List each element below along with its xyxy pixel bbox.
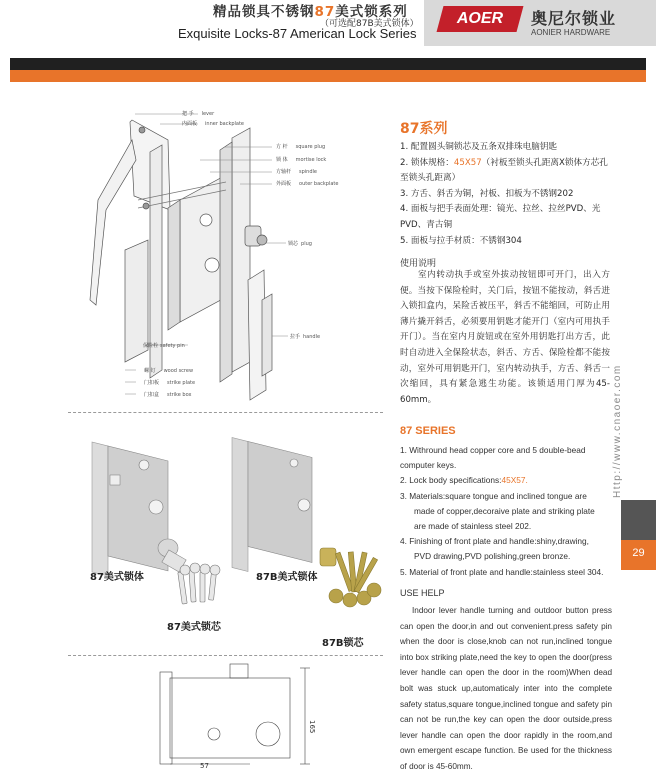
caption-core-87: 87美式锁芯 [167, 622, 221, 633]
logo-mark-text: AOER [456, 10, 504, 27]
label-plug: 锁芯 plug [288, 241, 312, 247]
spec-item-en: 1. Withround head copper core and 5 double-bead computer keys. [400, 445, 586, 471]
spec-item-cn: 2. 锁体规格：45X57（衬板至锁头孔距离X锁体方芯孔至锁头孔距离） [400, 157, 608, 184]
header-title-en: Exquisite Locks-87 American Lock Series [178, 26, 417, 41]
use-title-cn: 使用说明 [400, 259, 437, 269]
outer-backplate-part [232, 128, 250, 372]
series-title-cn: 87系列 [400, 121, 448, 137]
label-outer-backplate: 外面板 outer backplate [276, 181, 339, 187]
label-strike-plate: 门扣板 strike plate [144, 380, 196, 386]
page-number: 29 [632, 547, 645, 559]
label-mortise-lock: 锁 体 mortise lock [276, 157, 327, 163]
caption-body-87b: 87B美式锁体 [256, 572, 318, 583]
spec-list-en [400, 443, 610, 580]
logo-name-en: AONIER HARDWARE [531, 28, 611, 37]
series-title-en: 87 SERIES [400, 425, 456, 437]
spec-item-cn: 1. 配置圆头铜锁芯及五条双排珠电脑钥匙 [400, 142, 558, 152]
spec-item-cn: 5. 面板与拉手材质：不锈钢304 [400, 235, 522, 246]
logo-name-cn: 奥尼尔锁业 [531, 9, 617, 28]
website-url[interactable]: Http://www.cnaoer.com [612, 364, 623, 498]
lock-core-87b-image [306, 542, 386, 622]
dim-width-57: 57 [200, 762, 209, 770]
label-inner-backplate: 内面板 inner backplate [182, 121, 245, 127]
spec-item-cn: 3. 方舌、斜舌为铜，衬板、扣板为不锈钢202 [400, 188, 574, 199]
exploded-diagram [50, 100, 390, 410]
spec-item-cn: 4. 面板与把手表面处理：镜光、拉丝、拉丝PVD、光PVD、青古铜 [400, 204, 601, 230]
spec-list-cn [400, 140, 612, 249]
header-subtitle-cn: （可选配87B美式锁体） [320, 19, 419, 29]
safety-pin-part [143, 203, 149, 209]
use-body-en: Indoor lever handle turning and outdoor button press can open the door,in and out convenient.press safety pin when the door is close,knob can not run,inclined tongue into box striking plate,need the key to open the door(press lever handle can open the door in the room)When dead bolt was stuck up,automaticaly inter into the complete safety status,square tongue,inclined tongue and safety pin can not be run,the key can open the door outside,press lever handle can open the door rapidly in the room,and own emergent escape function. Be used for the thickness of door is 45-60mm. [400, 606, 612, 771]
header-band-orange [10, 70, 646, 82]
label-strike-box: 门扣盒 strike box [144, 392, 192, 398]
header-band-dark [10, 58, 646, 70]
caption-body-87: 87美式锁体 [90, 572, 144, 583]
spec-item-en: 2. Lock body specifications:45X57. [400, 475, 528, 486]
label-handle: 拉手 handle [290, 334, 321, 340]
brand-logo-icon [437, 6, 524, 32]
lock-core-87-image [150, 532, 230, 612]
header-title-cn: 精品锁具不锈钢87美式锁系列 [213, 4, 408, 20]
spec-item-en: 4. Finishing of front plate and handle:shiny,drawing, PVD drawing,PVD polishing,green bronze. [400, 536, 589, 562]
technical-drawing [150, 660, 330, 770]
page-tab-grey [621, 500, 656, 540]
separator-bottom [68, 655, 383, 656]
label-safety-pin: 保险栓 safety pin [143, 343, 185, 349]
label-lever: 把 手 lever [182, 111, 215, 117]
spec-item-en: 3. Materials:square tongue and inclined tongue are made of copper,decoraive plate and striking plate are made of stainless steel 202. [400, 490, 595, 532]
spec-item-en: 5. Material of front plate and handle:stainless steel 304. [400, 566, 604, 577]
caption-core-87b: 87B锁芯 [322, 638, 364, 649]
use-body-cn: 室内转动执手或室外拔动按钮即可开门，出入方便。当按下保险栓时，关门后，按钮不能按动，斜舌进入锁扣盒内，呆险舌被压平，斜舌不能缩回，可防止用薄片撬开斜舌，必须要用钥匙才能开门（室内可用执手开门）。当在室内月旋钮或在室外用钥匙打出方舌，此时自动进入全保险状态，斜舌、方舌、保险栓都不能按动，室外可用钥匙开门，室内转动执手，方舌、斜舌一次缩回，具有紧急逃生功能。该锁适用门厚为45-60mm。 [400, 270, 610, 405]
separator-top [68, 412, 383, 413]
use-title-en: USE HELP [400, 588, 445, 598]
label-spindle: 方轴杆 spindle [276, 169, 317, 175]
label-wood-screw: 螺 钉 wood screw [144, 368, 194, 374]
dim-height-165: 165 [308, 720, 316, 734]
label-square-plug: 方 杆 square plug [276, 144, 326, 150]
